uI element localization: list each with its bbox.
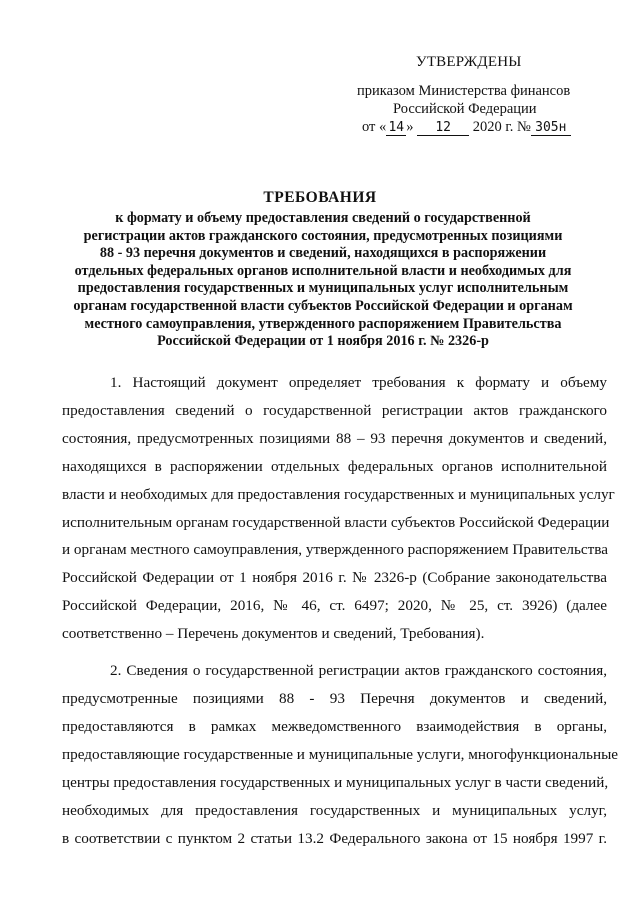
document-body xyxy=(62,369,619,852)
text-line: предоставления сведений о государственной регистрации актов гражданского xyxy=(62,401,607,419)
text-line: 2. Сведения о государственной регистрации актов гражданского состояния, xyxy=(110,662,607,680)
subtitle-line: местного самоуправления, утвержденного распоряжением Правительства xyxy=(84,315,562,332)
approval-title: УТВЕРЖДЕНЫ xyxy=(416,54,522,70)
subtitle-line: регистрации актов гражданского состояния, предусмотренных позициями xyxy=(83,227,563,244)
approval-line-1: приказом Министерства финансов xyxy=(357,83,571,99)
text-line: исполнительным органам государственной власти субъектов Российской Федерации xyxy=(62,513,610,531)
paragraph-1 xyxy=(62,369,615,648)
subtitle-line: к формату и объему предоставления сведений о государственной xyxy=(115,210,531,226)
subtitle-line: органам государственной власти субъектов Российской Федерации и органам xyxy=(73,297,573,314)
text-line: Российской Федерации от 1 ноября 2016 г. № 2326-р (Собрание законодательства xyxy=(62,569,607,587)
approval-number: 305н xyxy=(531,120,571,136)
text-line: центры предоставления государственных и муниципальных услуг в части сведений, xyxy=(62,773,609,791)
text-line: необходимых для предоставления государственных и муниципальных услуг, xyxy=(62,801,607,819)
date-quote-close: » xyxy=(406,119,414,135)
subtitle-line: предоставления государственных и муниципальных услуг исполнительным xyxy=(77,280,569,297)
subtitle-line: отдельных федеральных органов исполнительной власти и необходимых для xyxy=(74,262,572,279)
approval-month: 12 xyxy=(417,120,469,136)
text-line: находящихся в распоряжении отдельных федеральных органов исполнительной xyxy=(62,457,607,475)
document-subtitle xyxy=(58,210,588,351)
paragraph-2 xyxy=(62,657,619,852)
text-line: власти и необходимых для предоставления государственных и муниципальных услуг xyxy=(62,485,615,503)
text-line: Российской Федерации, 2016, № 46, ст. 6497; 2020, № 25, ст. 3926) (далее xyxy=(62,597,607,615)
approval-line-2: Российской Федерации xyxy=(393,101,537,117)
text-line: предоставляющие государственные и муниципальные услуги, многофункциональные xyxy=(62,745,619,763)
subtitle-line: Российской Федерации от 1 ноября 2016 г. № 2326-р xyxy=(157,333,489,350)
document-title: ТРЕБОВАНИЯ xyxy=(263,189,377,206)
text-line: предусмотренные позициями 88 - 93 Перечня документов и сведений, xyxy=(62,689,607,707)
text-line: состояния, предусмотренных позициями 88 – 93 перечня документов и сведений, xyxy=(62,429,607,447)
text-line: соответственно – Перечень документов и сведений, Требования). xyxy=(62,625,485,643)
text-line: 1. Настоящий документ определяет требования к формату и объему xyxy=(110,374,607,391)
subtitle-line: 88 - 93 перечня документов и сведений, находящихся в распоряжении xyxy=(99,245,547,262)
text-line: в соответствии с пунктом 2 статьи 13.2 Федерального закона от 15 ноября 1997 г. xyxy=(62,829,607,847)
date-prefix: от « xyxy=(362,119,387,135)
approval-day: 14 xyxy=(386,120,406,136)
text-line: и органам местного самоуправления, утвержденного распоряжением Правительства xyxy=(62,541,608,559)
text-line: предоставляются в рамках межведомственного взаимодействия в органы, xyxy=(62,717,607,735)
approval-date-line xyxy=(362,119,571,136)
approval-year: 2020 г. № xyxy=(472,119,531,135)
